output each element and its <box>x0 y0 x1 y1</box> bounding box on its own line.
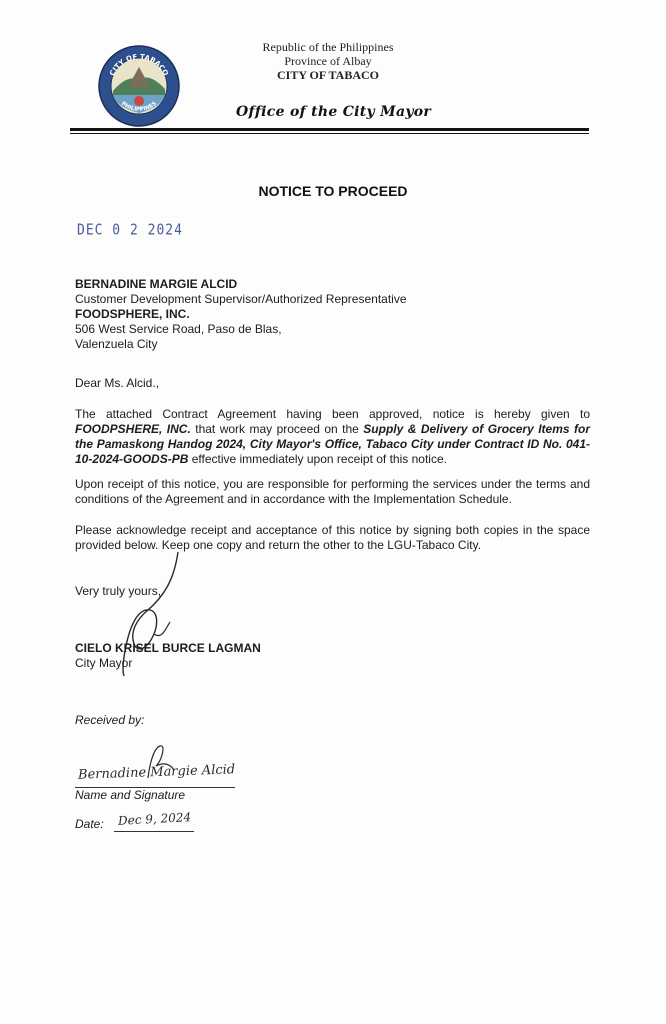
p1-project: Supply & Delivery of Grocery Items for the Pamaskong Handog 2024, City Mayor's Office, Tabaco City under Contract ID No. 041-10-2024-GOODS-PB <box>75 422 590 466</box>
p1-text-a: The attached Contract Agreement having been approved, notice is hereby given to <box>75 407 590 421</box>
p1-text-c: effective immediately upon receipt of this notice. <box>188 452 447 466</box>
recipient-company: FOODSPHERE, INC. <box>75 307 190 321</box>
body-paragraph-2: Upon receipt of this notice, you are responsible for performing the services under the terms and conditions of the Agreement and in accordance with the Implementation Schedule. <box>75 477 590 506</box>
svg-text:PHILIPPINES: PHILIPPINES <box>120 100 158 113</box>
recipient-address-line-2: Valenzuela City <box>75 337 158 351</box>
letterhead-line-2: Province of Albay <box>284 54 372 68</box>
date-label: Date: <box>75 817 104 831</box>
p1-text-b: that work may proceed on the <box>190 422 364 436</box>
signatory-block <box>75 641 261 671</box>
name-and-signature-label: Name and Signature <box>75 788 186 802</box>
date-line <box>114 831 194 832</box>
handwritten-recipient-name: Bernadine Margie Alcid <box>77 762 236 783</box>
recipient-address-line-1: 506 West Service Road, Paso de Blas, <box>75 322 282 336</box>
letterhead-line-1: Republic of the Philippines <box>262 40 394 54</box>
salutation: Dear Ms. Alcid., <box>75 376 160 390</box>
svg-text:CITY OF TABACO: CITY OF TABACO <box>108 52 170 78</box>
body-paragraph-3: Please acknowledge receipt and acceptance of this notice by signing both copies in the space provided below. Keep one copy and return the other to the LGU-Tabaco City. <box>75 523 590 552</box>
recipient-block <box>75 277 407 352</box>
header-rule-thin <box>70 133 589 134</box>
body-paragraph-1 <box>75 407 590 467</box>
handwritten-date: Dec 9, 2024 <box>117 810 192 828</box>
office-name: Office of the City Mayor <box>236 104 432 120</box>
letterhead-city: CITY OF TABACO <box>276 68 379 82</box>
recipient-position: Customer Development Supervisor/Authorized Representative <box>75 292 407 306</box>
header-rule-thick <box>70 128 589 131</box>
signatory-title: City Mayor <box>75 656 133 670</box>
city-seal-logo <box>98 45 180 127</box>
received-by-label: Received by: <box>75 713 145 727</box>
signatory-name: CIELO KRISEL BURCE LAGMAN <box>75 641 261 655</box>
document-title: NOTICE TO PROCEED <box>258 183 408 199</box>
recipient-signature-flourish <box>140 742 180 782</box>
closing: Very truly yours, <box>75 584 162 598</box>
date-stamp: DEC 0 2 2024 <box>77 221 183 240</box>
letterhead <box>200 40 456 82</box>
p1-company: FOODPSHERE, INC. <box>75 422 191 436</box>
recipient-name: BERNADINE MARGIE ALCID <box>75 277 238 291</box>
